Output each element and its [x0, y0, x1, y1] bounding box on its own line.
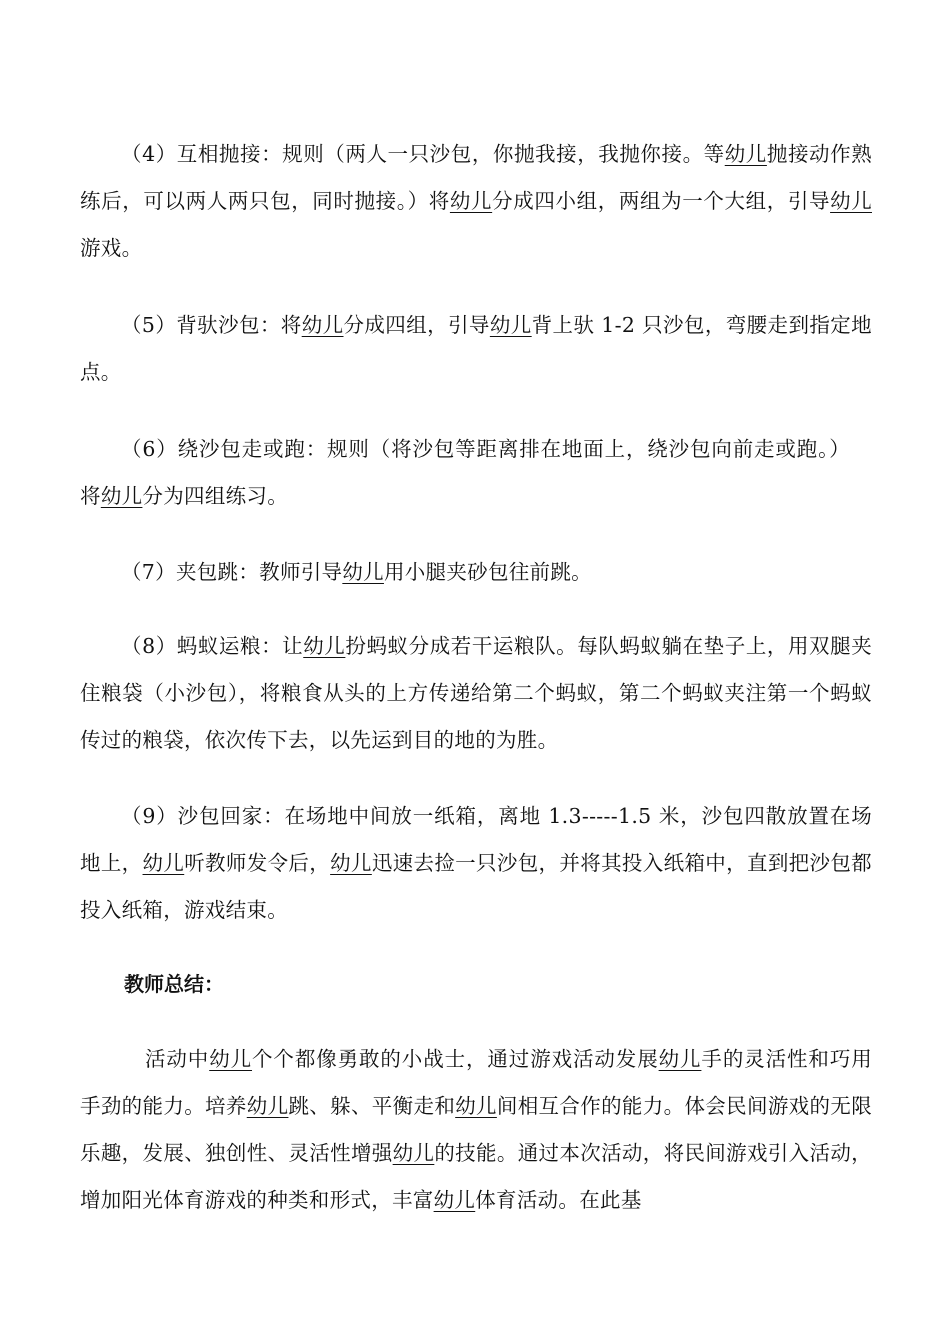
underlined-term: 幼儿 [830, 189, 872, 213]
underlined-term: 幼儿 [342, 560, 384, 584]
text-segment: （5）背驮沙包：将 [121, 313, 302, 337]
underlined-term: 幼儿 [392, 1141, 435, 1165]
text-segment: 游戏。 [80, 236, 143, 260]
paragraph-game-7 [80, 549, 872, 596]
text-segment: （6）绕沙包走或跑：规则（将沙包等距离排在地面上，绕沙包向前走或跑。）将 [80, 437, 850, 508]
underlined-term: 幼儿 [246, 1094, 289, 1118]
underlined-term: 幼儿 [303, 634, 346, 658]
underlined-term: 幼儿 [301, 313, 344, 337]
paragraph-game-5 [80, 302, 872, 396]
underlined-term: 幼儿 [209, 1047, 253, 1071]
text-segment: 分成四组，引导 [343, 313, 490, 337]
paragraph-game-6 [80, 426, 850, 520]
text-segment: （4）互相抛接：规则（两人一只沙包，你抛我接，我抛你接。等 [121, 142, 725, 166]
paragraph-summary [80, 1036, 872, 1224]
text-segment: 听教师发令后， [184, 851, 331, 875]
text-segment: 手的灵活性和巧用手劲的能力。培养 [80, 1047, 873, 1118]
paragraph-game-4 [80, 131, 872, 272]
text-segment: （8）蚂蚁运粮：让 [121, 634, 304, 658]
text-segment: 活动中 [145, 1047, 210, 1071]
underlined-term: 幼儿 [433, 1188, 476, 1212]
paragraph-game-8 [80, 623, 872, 764]
text-segment: 迅速去捡一只沙包，并将其投入纸箱中，直到把沙包都投入纸箱，游戏结束。 [80, 851, 872, 922]
underlined-term: 幼儿 [449, 189, 493, 213]
text-segment: 分成四小组，两组为一个大组，引导 [492, 189, 831, 213]
text-segment: 抛接动作熟练后，可以两人两只包，同时抛接。）将 [80, 142, 872, 213]
text-segment: （7）夹包跳：教师引导 [121, 560, 343, 584]
text-segment: 跳、躲、平衡走和 [288, 1094, 456, 1118]
underlined-term: 幼儿 [724, 142, 767, 166]
text-segment: 间相互合作的能力。体会民间游戏的无限乐趣，发展、独创性、灵活性增强 [80, 1094, 872, 1165]
text-segment: 用小腿夹砂包往前跳。 [383, 560, 592, 584]
text-segment: 个个都像勇敢的小战士，通过游戏活动发展 [252, 1047, 659, 1071]
underlined-term: 幼儿 [658, 1047, 702, 1071]
summary-heading: 教师总结： [124, 972, 224, 996]
underlined-term: 幼儿 [142, 851, 185, 875]
underlined-term: 幼儿 [330, 851, 372, 875]
text-segment: （9）沙包回家：在场地中间放一纸箱，离地 1.3-----1.5 米，沙包四散放置在场地上， [80, 804, 872, 875]
text-segment: 分为四组练习。 [142, 484, 289, 508]
text-segment: 体育活动。在此基 [475, 1188, 642, 1212]
text-segment: 的技能。通过本次活动，将民间游戏引入活动，增加阳光体育游戏的种类和形式，丰富 [80, 1141, 872, 1212]
underlined-term: 幼儿 [455, 1094, 497, 1118]
text-segment: 扮蚂蚁分成若干运粮队。每队蚂蚁躺在垫子上，用双腿夹住粮袋（小沙包），将粮食从头的上方传递给第二个蚂蚁，第二个蚂蚁夹注第一个蚂蚁传过的粮袋，依次传下去，以先运到目的地的为胜。 [80, 634, 872, 752]
underlined-term: 幼儿 [489, 313, 532, 337]
text-segment: 背上驮 1-2 只沙包，弯腰走到指定地点。 [80, 313, 872, 384]
underlined-term: 幼儿 [100, 484, 143, 508]
paragraph-game-9 [80, 793, 872, 934]
